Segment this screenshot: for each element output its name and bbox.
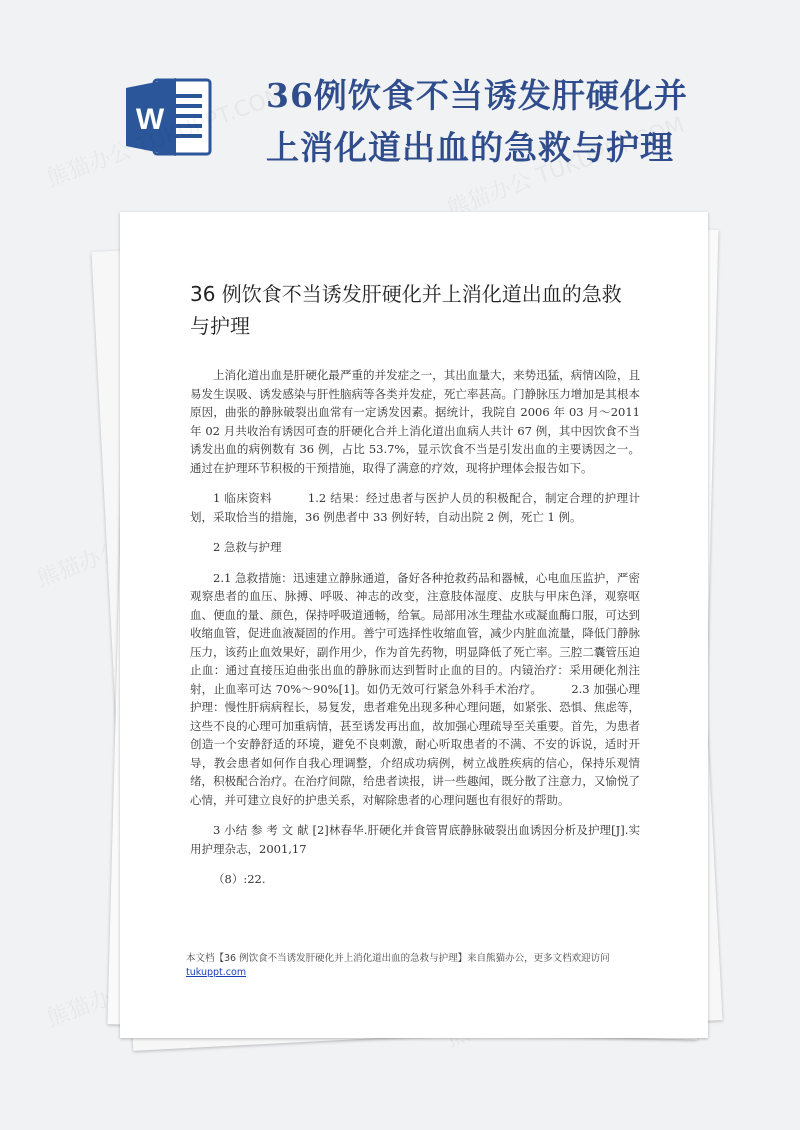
section-heading-emergency-care: 2 急救与护理 [213, 540, 282, 554]
word-document-icon [124, 74, 214, 160]
paragraph-intro: 上消化道出血是肝硬化最严重的并发症之一，其出血量大，来势迅猛，病情凶险，且易发生误吸、诱发感染与肝性脑病等各类并发症，死亡率甚高。门静脉压力增加是其根本原因，曲张的静脉破裂出血常有一定诱发因素。据统计，我院自 2006 年 03 月～2011 年 02 月共收治有诱因可查的肝硬化合并上消化道出血病人共计 67 例，其中因饮食不当诱发出血的病例数有 36 例，占比 53.7%，显示饮食不当是引发出血的主要诱因之一。通过在护理环节积极的干预措施，取得了满意的疗效，现将护理体会报告如下。 [190, 368, 640, 475]
footer-link[interactable]: tukuppt.com [186, 967, 247, 978]
document-title-line-2: 上消化道出血的急救与护理 [266, 128, 674, 167]
document-title-line-1: 36例饮食不当诱发肝硬化并 [266, 76, 688, 115]
page-content [190, 278, 640, 901]
footer-text: 本文档【36 例饮食不当诱发肝硬化并上消化道出血的急救与护理】来自熊猫办公，更多文档欢迎访问 [186, 953, 610, 964]
document-page [120, 212, 708, 1038]
page-title: 36 例饮食不当诱发肝硬化并上消化道出血的急救与护理 [190, 282, 622, 338]
header [0, 0, 800, 200]
paragraph-clinical-data: 1 临床资料 1.2 结果：经过患者与医护人员的积极配合，制定合理的护理计划，采取恰当的措施，36 例患者中 33 例好转，自动出院 2 例，死亡 1 例。 [190, 491, 640, 524]
paragraph-summary-references: 3 小结 参 考 文 献 [2]林春华.肝硬化并食管胃底静脉破裂出血诱因分析及护理[J].实用护理杂志，2001,17 [190, 823, 640, 856]
paragraph-reference-pages: （8）:22. [213, 872, 266, 886]
paragraph-emergency-measures: 2.1 急救措施：迅速建立静脉通道，备好各种抢救药品和器械，心电血压监护，严密观察患者的血压、脉搏、呼吸、神志的改变，注意肢体湿度、皮肤与甲床色泽，观察呕血、便血的量、颜色，保持呼吸道通畅，给氧。局部用冰生理盐水或凝血酶口服，可达到收缩血管，促进血液凝固的作用。善宁可选择性收缩血管，减少内脏血流量，降低门静脉压力，该药止血效果好，副作用少，作为首先药物，明显降低了死亡率。三腔二囊管压迫止血：通过直接压迫曲张出血的静脉而达到暂时止血的目的。内镜治疗：采用硬化剂注射，止血率可达 70%～90%[1]。如仍无效可行紧急外科手术治疗。 2.3 加强心理护理：慢性肝病病程长，易复发，患者难免出现多种心理问题，如紧张、恐惧、焦虑等，这些不良的心理可加重病情，甚至诱发再出血，故加强心理疏导至关重要。首先，为患者创造一个安静舒适的环境，避免不良刺激，耐心听取患者的不满、不安的诉说，适时开导，教会患者如何作自我心理调整，介绍成功病例，树立战胜疾病的信心，保持乐观情绪，积极配合治疗。在治疗间隙，给患者读报，讲一些趣闻，既分散了注意力，又愉悦了心情，并可建立良好的护患关系，对解除患者的心理问题也有很好的帮助。 [190, 570, 640, 807]
word-icon-letter: W [135, 103, 165, 136]
document-title [266, 70, 766, 174]
source-footer [186, 952, 656, 980]
